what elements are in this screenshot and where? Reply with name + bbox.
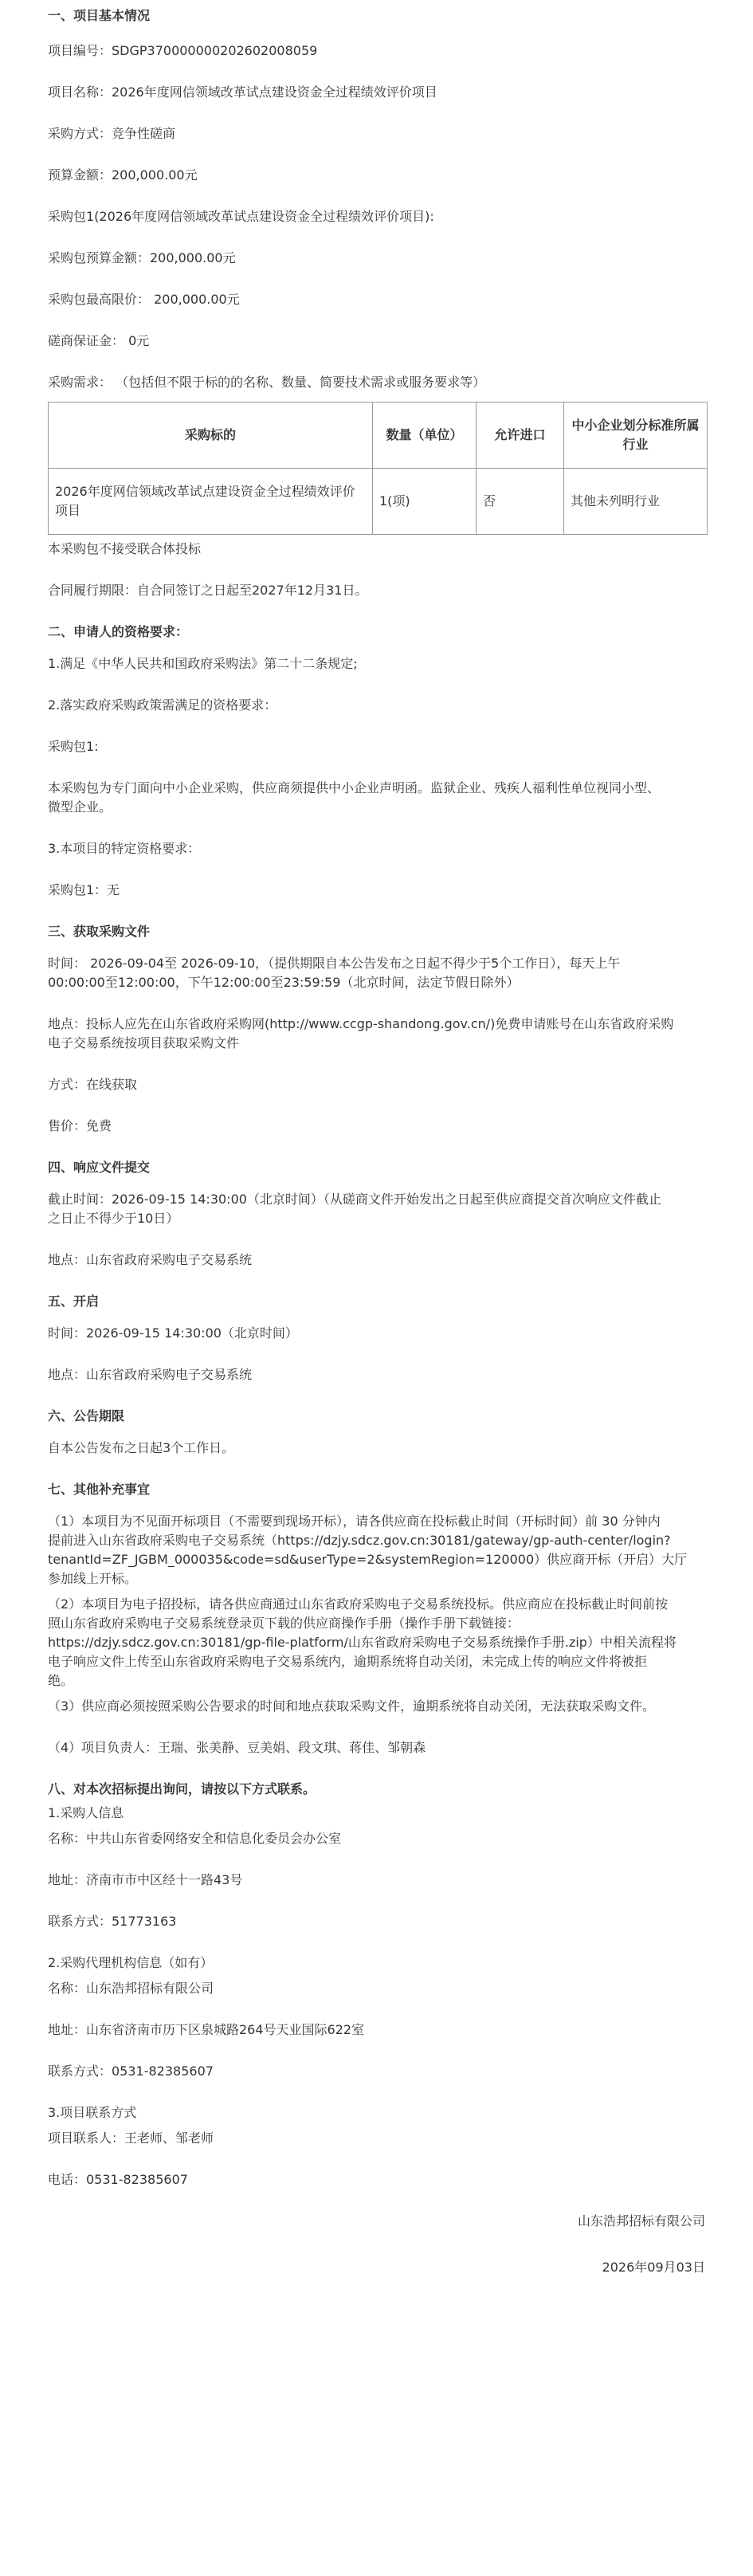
- project-name: 项目名称：2026年度网信领域改革试点建设资金全过程绩效评价项目: [48, 84, 437, 100]
- supplement-1-cont: tenantId=ZF_JGBM_000035&code=sd&userType=2&systemRegion=120000）供应商开标（开启）大厅: [48, 1552, 688, 1567]
- package-max-price: 采购包最高限价： 200,000.00元: [48, 292, 240, 307]
- footer-date: 2026年09月03日: [602, 2260, 705, 2275]
- contact-heading: 3.项目联系方式: [48, 2105, 137, 2120]
- agent-address: 地址：山东省济南市历下区泉城路264号天业国际622室: [48, 2022, 365, 2037]
- package-1-desc: 本采购包为专门面向中小企业采购，供应商须提供中小企业声明函。监狱企业、残疾人福利性单位视同小型、: [48, 780, 661, 795]
- submit-deadline-cont: 之日止不得少于10日）: [48, 1211, 179, 1226]
- obtain-time-cont: 00:00:00至12:00:00，下午12:00:00至23:59:59（北京时间，法定节假日除外）: [48, 975, 520, 990]
- project-number: 项目编号：SDGP370000000202602008059: [48, 43, 318, 58]
- supplement-1: （1）本项目为不见面开标项目（不需要到现场开标），请各供应商在投标截止时间（开标时间）前 30 分钟内: [48, 1514, 661, 1529]
- obtain-place-cont: 电子交易系统按项目获取采购文件: [48, 1035, 240, 1050]
- section-6-title: 六、公告期限: [48, 1408, 125, 1423]
- table-cell: 否: [477, 469, 564, 535]
- package-budget: 采购包预算金额：200,000.00元: [48, 250, 236, 265]
- package-1-special: 采购包1：无: [48, 882, 120, 897]
- agent-name: 名称：山东浩邦招标有限公司: [48, 1981, 214, 1996]
- contact-phone: 电话：0531-82385607: [48, 2172, 188, 2187]
- announcement-period: 自本公告发布之日起3个工作日。: [48, 1440, 235, 1455]
- contact-person: 项目联系人：王老师、邹老师: [48, 2130, 214, 2146]
- table-row: [49, 469, 708, 535]
- supplement-3: （3）供应商必须按照采购公告要求的时间和地点获取采购文件，逾期系统将自动关闭，无法获取采购文件。: [48, 1698, 656, 1714]
- procurement-requirement: 采购需求： （包括但不限于标的的名称、数量、简要技术需求或服务要求等）: [48, 375, 486, 390]
- deposit: 磋商保证金： 0元: [48, 333, 150, 348]
- obtain-way: 方式：在线获取: [48, 1077, 138, 1092]
- budget-amount: 预算金额：200,000.00元: [48, 167, 198, 183]
- package-1-desc-cont: 微型企业。: [48, 799, 112, 815]
- table-cell: 2026年度网信领域改革试点建设资金全过程绩效评价项目: [49, 469, 373, 535]
- supplement-1-cont: 提前进入山东省政府采购电子交易系统（https://dzjy.sdcz.gov.cn:30181/gateway/gp-auth-center/login?: [48, 1533, 671, 1548]
- buyer-heading: 1.采购人信息: [48, 1805, 124, 1820]
- table-header: 数量（单位）: [373, 402, 477, 469]
- supplement-2-cont: https://dzjy.sdcz.gov.cn:30181/gp-file-platform/山东省政府采购电子交易系统操作手册.zip）中相关流程将: [48, 1635, 677, 1650]
- supplement-2-cont: 绝。: [48, 1673, 74, 1688]
- section-7-title: 七、其他补充事宜: [48, 1482, 151, 1497]
- agent-phone: 联系方式：0531-82385607: [48, 2064, 214, 2079]
- section-5-title: 五、开启: [48, 1294, 100, 1309]
- table-header: 允许进口: [477, 402, 564, 469]
- submit-place: 地点：山东省政府采购电子交易系统: [48, 1252, 253, 1267]
- buyer-name: 名称：中共山东省委网络安全和信息化委员会办公室: [48, 1831, 342, 1846]
- supplement-2-cont: 照山东省政府采购电子交易系统登录页下载的供应商操作手册（操作手册下载链接：: [48, 1616, 520, 1631]
- package-1-label: 采购包1:: [48, 739, 99, 754]
- section-8-title: 八、对本次招标提出询问，请按以下方式联系。: [48, 1781, 316, 1797]
- section-4-title: 四、响应文件提交: [48, 1160, 151, 1175]
- supplement-4: （4）项目负责人：王瑞、张美静、豆美娟、段文琪、蒋佳、邹朝森: [48, 1740, 426, 1755]
- agent-heading: 2.采购代理机构信息（如有）: [48, 1955, 214, 1970]
- buyer-phone: 联系方式：51773163: [48, 1914, 177, 1929]
- procurement-table: [48, 402, 708, 535]
- section-1-title: 一、项目基本情况: [48, 8, 151, 23]
- open-time: 时间：2026-09-15 14:30:00（北京时间）: [48, 1325, 298, 1341]
- buyer-address: 地址：济南市市中区经十一路43号: [48, 1872, 243, 1887]
- contract-period: 合同履行期限：自合同签订之日起至2027年12月31日。: [48, 583, 368, 598]
- requirement-3: 3.本项目的特定资格要求：: [48, 841, 201, 856]
- supplement-1-cont: 参加线上开标。: [48, 1571, 138, 1586]
- supplement-2: （2）本项目为电子招投标，请各供应商通过山东省政府采购电子交易系统投标。供应商应在投标截止时间前按: [48, 1596, 669, 1612]
- package-title: 采购包1(2026年度网信领域改革试点建设资金全过程绩效评价项目):: [48, 209, 434, 224]
- requirement-2: 2.落实政府采购政策需满足的资格要求：: [48, 697, 277, 713]
- table-cell: 1(项): [373, 469, 477, 535]
- no-consortium-note: 本采购包不接受联合体投标: [48, 541, 202, 556]
- table-cell: 其他未列明行业: [564, 469, 708, 535]
- section-2-title: 二、申请人的资格要求：: [48, 624, 189, 639]
- footer-company: 山东浩邦招标有限公司: [577, 2213, 705, 2228]
- section-3-title: 三、获取采购文件: [48, 924, 151, 939]
- table-header-row: [49, 402, 708, 469]
- procurement-method: 采购方式：竞争性磋商: [48, 126, 176, 141]
- table-header: 采购标的: [49, 402, 373, 469]
- supplement-2-cont: 电子响应文件上传至山东省政府采购电子交易系统内，逾期系统将自动关闭，未完成上传的响应文件将被拒: [48, 1654, 648, 1669]
- requirement-1: 1.满足《中华人民共和国政府采购法》第二十二条规定;: [48, 656, 358, 671]
- obtain-time: 时间： 2026-09-04至 2026-09-10，（提供期限自本公告发布之日起不得少于5个工作日），每天上午: [48, 956, 621, 971]
- table-header: 中小企业划分标准所属行业: [564, 402, 708, 469]
- submit-deadline: 截止时间：2026-09-15 14:30:00（北京时间）（从磋商文件开始发出之日起至供应商提交首次响应文件截止: [48, 1192, 661, 1207]
- obtain-price: 售价：免费: [48, 1118, 112, 1133]
- obtain-place: 地点：投标人应先在山东省政府采购网(http://www.ccgp-shandong.gov.cn/)免费申请账号在山东省政府采购: [48, 1016, 674, 1031]
- open-place: 地点：山东省政府采购电子交易系统: [48, 1367, 253, 1382]
